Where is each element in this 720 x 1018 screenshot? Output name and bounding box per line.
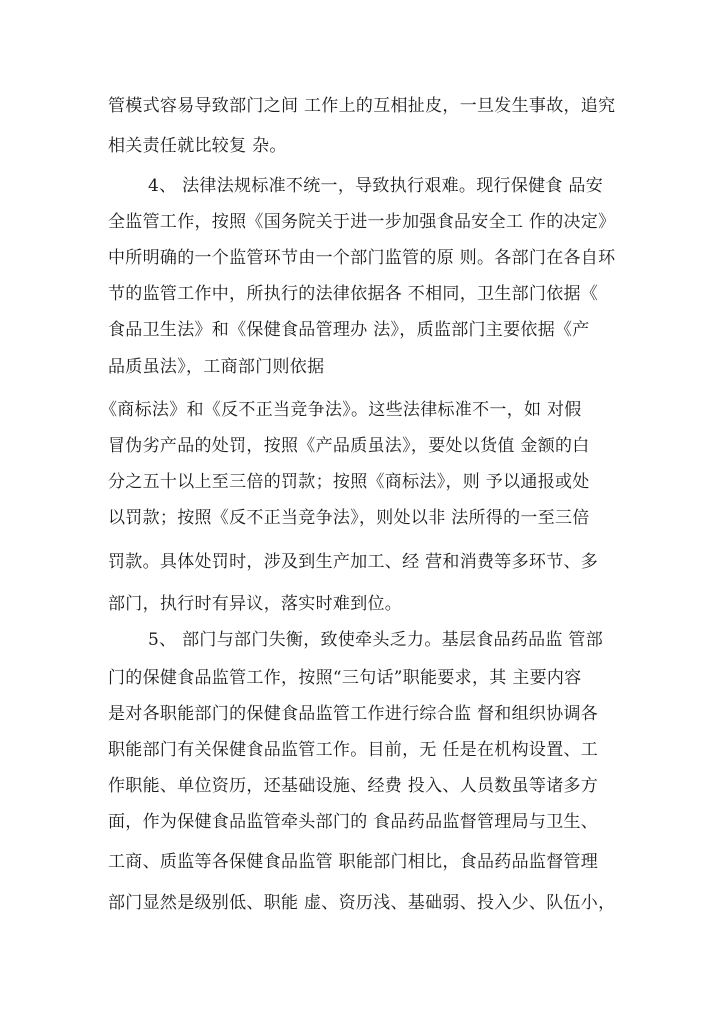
text-line: 作职能、单位资历，还基础设施、经费 投入、人员数虽等诸多方 bbox=[108, 776, 599, 796]
text-line: 门的保健食品监管工作，按照“三句话”职能要求，其 主要内容 bbox=[108, 668, 582, 688]
text-line: 面，作为保健食品监管牵头部门的 食品药品监督管理局与卫生、 bbox=[108, 812, 599, 832]
text-line: 全监管工作，按照《国务院关于进一步加强食品安全工 作的决定》 bbox=[108, 212, 616, 232]
text-line: 部门，执行时有异议，落实时难到位。 bbox=[108, 594, 403, 614]
paragraph-5-heading: 5、 部门与部门失衡，致使牵头乏力。基层食品药品监 管部 bbox=[148, 630, 604, 650]
text-line: 是对各职能部门的保健食品监管工作进行综合监 督和组织协调各 bbox=[108, 704, 599, 724]
text-line: 分之五十以上至三倍的罚款；按照《商标法》，则 予以通报或处 bbox=[108, 472, 590, 492]
text-line: 以罚款；按照《反不正当竞争法》，则处以非 法所得的一至三倍 bbox=[108, 508, 590, 528]
text-line: 食品卫生法》和《保健食品管理办 法》，质监部门主要依据《产 bbox=[108, 320, 590, 340]
text-line: 节的监管工作中，所执行的法律依据各 不相同，卫生部门依据《 bbox=[108, 284, 599, 304]
text-line: 相关责任就比较复 杂。 bbox=[108, 136, 287, 156]
text-line: 部门显然是级别低、职能 虚、资历浅、基础弱、投入少、队伍小， bbox=[108, 893, 616, 913]
text-line: 工商、质监等各保健食品监管 职能部门相比，食品药品监督管理 bbox=[108, 852, 599, 872]
text-line: 罚款。具体处罚时，涉及到生产加工、经 营和消费等多环节、多 bbox=[108, 552, 599, 572]
text-line: 《商标法》和《反不正当竞争法》。这些法律标准不一，如 对假 bbox=[100, 400, 582, 420]
text-line: 中所明确的一个监管环节由一个部门监管的原 则。各部门在各自环 bbox=[108, 248, 616, 268]
text-line: 冒伪劣产品的处罚，按照《产品质虽法》，要处以货值 金额的白 bbox=[108, 436, 590, 456]
paragraph-4-heading: 4、 法律法规标准不统一，导致执行艰难。现行保健食 品安 bbox=[148, 176, 604, 196]
text-line: 职能部门有关保健食品监管工作。目前，无 任是在机构设置、工 bbox=[108, 740, 599, 760]
text-line: 品质虽法》，工商部门则依据 bbox=[108, 357, 325, 377]
text-line: 管模式容易导致部门之间 工作上的互相扯皮，一旦发生事故，追究 bbox=[108, 96, 616, 116]
